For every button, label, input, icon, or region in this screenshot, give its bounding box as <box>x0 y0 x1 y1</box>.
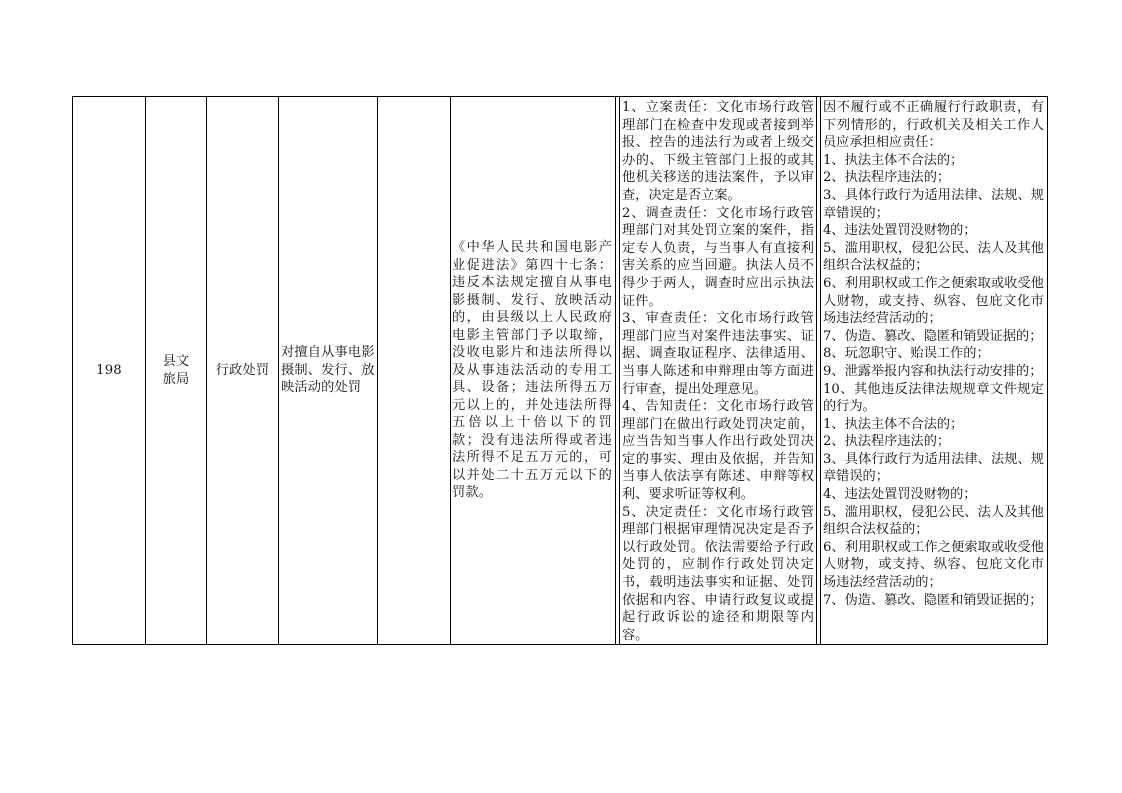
accountability-item: 5、滥用职权，侵犯公民、法人及其他组织合法权益的； <box>823 240 1044 274</box>
responsibility-item: 2、调查责任：文化市场行政管理部门对其处罚立案的案件，指定专人负责，与当事人有直接利害关系的应当回避。执法人员不得少于两人，调查时应出示执法证件。 <box>622 205 814 309</box>
accountability-item: 7、伪造、篡改、隐匿和销毁证据的； <box>823 328 1043 344</box>
cell-item-name <box>279 97 378 644</box>
accountability-item: 4、违法处置罚没财物的； <box>823 487 977 503</box>
responsibility-item: 1、立案责任：文化市场行政管理部门在检查中发现或者接到举报、控告的违法行为或者上级交办的、下级主管部门上报的或其他机关移送的违法案件，予以审查，决定是否立案。 <box>622 100 814 203</box>
cell-accountability <box>821 97 1047 644</box>
accountability-item: 5、滥用职权，侵犯公民、法人及其他组织合法权益的； <box>823 504 1044 538</box>
responsibility-list <box>620 99 816 644</box>
accountability-item: 3、具体行政行为适用法律、法规、规章错误的； <box>823 451 1044 485</box>
accountability-item: 因不履行或不正确履行行政职责，有下列情形的，行政机关及相关工作人员应承担相应责任： <box>823 100 1044 151</box>
table-row <box>72 96 1048 645</box>
accountability-item: 1、执法主体不合法的； <box>823 416 964 432</box>
legal-basis-text: 《中华人民共和国电影产业促进法》第四十七条：违反本法规定擅自从事电影摄制、发行、放映活动的，由县级以上人民政府电影主管部门予以取缔，没收电影片和违法所得以及从事违法活动的专用工具、设备；违法所得五万元以上的，并处违法所得五倍以上十倍以下的罚款；没有违法所得或者违法所得不足五万元的，可以并处二十五万元以下的罚款。 <box>452 240 612 501</box>
cell-number <box>73 97 146 644</box>
responsibility-item: 4、告知责任：文化市场行政管理部门在做出行政处罚决定前，应当告知当事人作出行政处罚决定的事实、理由及依据，并告知当事人依法享有陈述、申辩等权利、要求听证等权利。 <box>622 399 814 503</box>
accountability-item: 6、利用职权或工作之便索取或收受他人财物，或支持、纵容、包庇文化市场违法经营活动的； <box>823 275 1044 327</box>
responsibility-item: 3、审查责任：文化市场行政管理部门应当对案件违法事实、证据、调查取证程序、法律适用、当事人陈述和申辩理由等方面进行审查，提出处理意见。 <box>622 311 814 397</box>
cell-legal-basis <box>451 97 616 644</box>
accountability-item: 2、执法程序违法的； <box>823 170 951 186</box>
accountability-item: 1、执法主体不合法的； <box>823 152 964 168</box>
accountability-item: 2、执法程序违法的； <box>823 434 951 450</box>
power-category: 行政处罚 <box>215 362 270 378</box>
accountability-item: 7、伪造、篡改、隐匿和销毁证据的； <box>823 592 1043 608</box>
cell-department <box>146 97 207 644</box>
cell-responsibilities <box>620 97 817 644</box>
row-number: 198 <box>96 362 122 378</box>
item-name: 对擅自从事电影摄制、发行、放映活动的处罚 <box>281 345 375 396</box>
accountability-list <box>821 99 1047 609</box>
accountability-item: 6、利用职权或工作之便索取或收受他人财物，或支持、纵容、包庇文化市场违法经营活动的； <box>823 539 1044 591</box>
accountability-item: 4、违法处置罚没财物的； <box>823 223 977 239</box>
accountability-item: 10、其他违反法律法规规章文件规定的行为。 <box>823 381 1044 415</box>
accountability-item: 3、具体行政行为适用法律、法规、规章错误的； <box>823 187 1044 221</box>
cell-sub-item <box>378 97 451 644</box>
accountability-item: 8、玩忽职守、贻误工作的； <box>823 346 990 362</box>
cell-category <box>207 97 279 644</box>
accountability-item: 9、泄露举报内容和执法行动安排的； <box>823 363 1043 379</box>
responsibility-item: 5、决定责任：文化市场行政管理部门根据审理情况决定是否予以行政处罚。依法需要给予行政处罚的，应制作行政处罚决定书，载明违法事实和证据、处罚依据和内容、申请行政复议或提起行政诉讼的途径和期限等内容。 <box>622 504 814 643</box>
department-name: 县文旅局 <box>162 354 190 387</box>
